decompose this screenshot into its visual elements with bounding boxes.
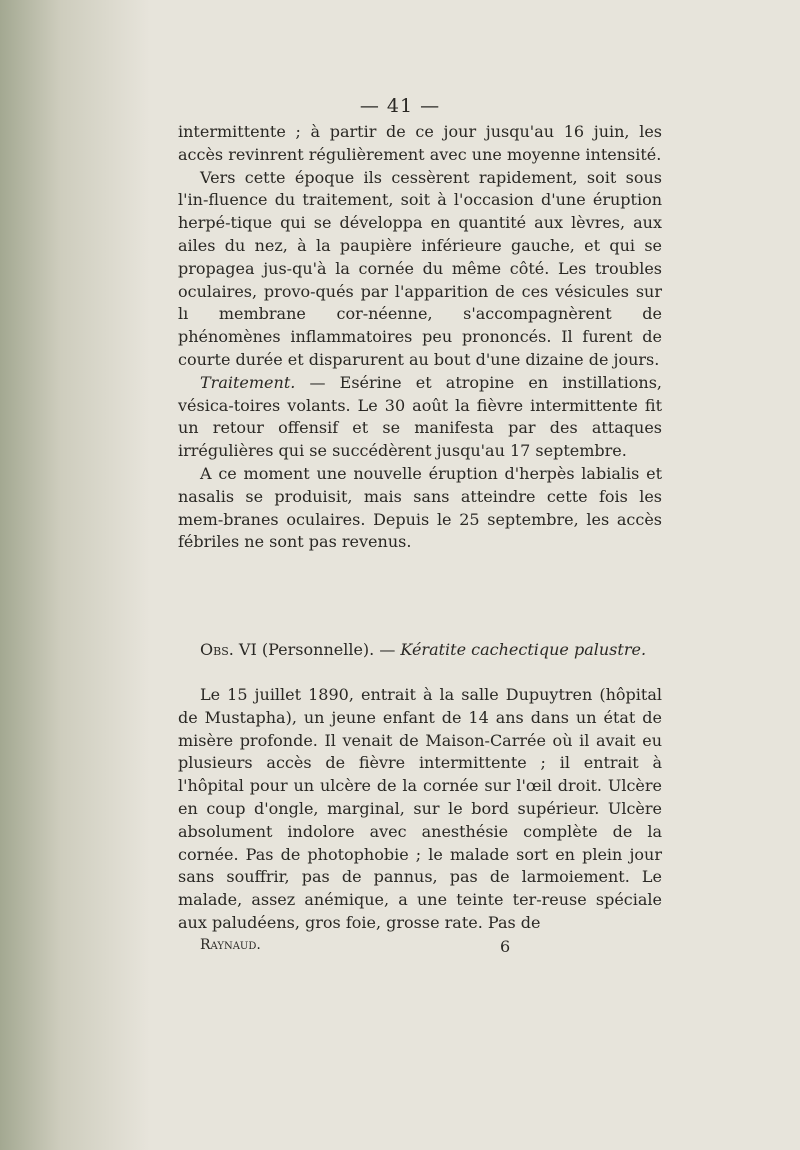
observation-label: Obs. VI [200, 640, 257, 659]
paragraph-treatment [178, 372, 662, 463]
footer-signature: Raynaud. [200, 937, 261, 953]
text-section-1 [178, 121, 662, 554]
observation-dash: — [374, 640, 401, 659]
paragraph-case-description: Le 15 juillet 1890, entrait à la salle Dupuytren (hôpital de Mustapha), un jeune enfant de 14 ans dans un état de misère profonde. Il venait de Maison-Carrée où il avait eu plusieurs accès de fièvre intermittente ; il entrait à l'hôpital pour un ulcère de la cornée sur l'œil droit. Ulcère en coup d'ongle, marginal, sur le bord supérieur. Ulcère absolument indolore avec anesthésie complète de la cornée. Pas de photophobie ; le malade sort en plein jour sans souffrir, pas de pannus, pas de larmoiement. Le malade, assez anémique, a une teinte ter-reuse spéciale aux paludéens, gros foie, grosse rate. Pas de [178, 685, 662, 932]
paragraph-eruption: Vers cette époque ils cessèrent rapidement, soit sous l'in-fluence du traitement, soit à l'occasion d'une éruption herpé-tique qui se développa en quantité aux lèvres, aux ailes du nez, à la paupière inférieure gauche, et qui se propagea jus-qu'à la cornée du même côté. Les troubles oculaires, provo-qués par l'apparition de ces vésicules sur lı membrane cor-néenne, s'accompagnèrent de phénomènes inflammatoires peu prononcés. Il furent de courte durée et disparurent au bout d'une dizaine de jours. [178, 167, 662, 369]
page-edge-shadow [0, 0, 150, 1150]
paragraph-new-eruption: A ce moment une nouvelle éruption d'herpès labialis et nasalis se produisit, mais sans atteindre cette fois les mem-branes oculaires. Depuis le 25 septembre, les accès fébriles ne sont pas revenus. [178, 463, 662, 552]
treatment-label: Traitement. [200, 372, 296, 392]
text-section-2 [178, 684, 662, 935]
observation-title: Kératite cachectique palustre. [400, 640, 647, 659]
observation-source: (Personnelle). [256, 640, 375, 659]
page-number: — 41 — [359, 95, 441, 117]
footer-sheet-number: 6 [500, 937, 511, 956]
paragraph-continuation: intermittente ; à partir de ce jour jusqu'au 16 juin, les accès revinrent régulièrement avec une moyenne intensité. [178, 122, 662, 164]
treatment-text: — Esérine et atropine en instillations, vésica-toires volants. Le 30 août la fièvre intermittente fit un retour offensif et se manifesta par des attaques irrégulières qui se succédèrent jusqu'au 17 septembre. [178, 372, 662, 461]
observation-heading [200, 640, 646, 659]
